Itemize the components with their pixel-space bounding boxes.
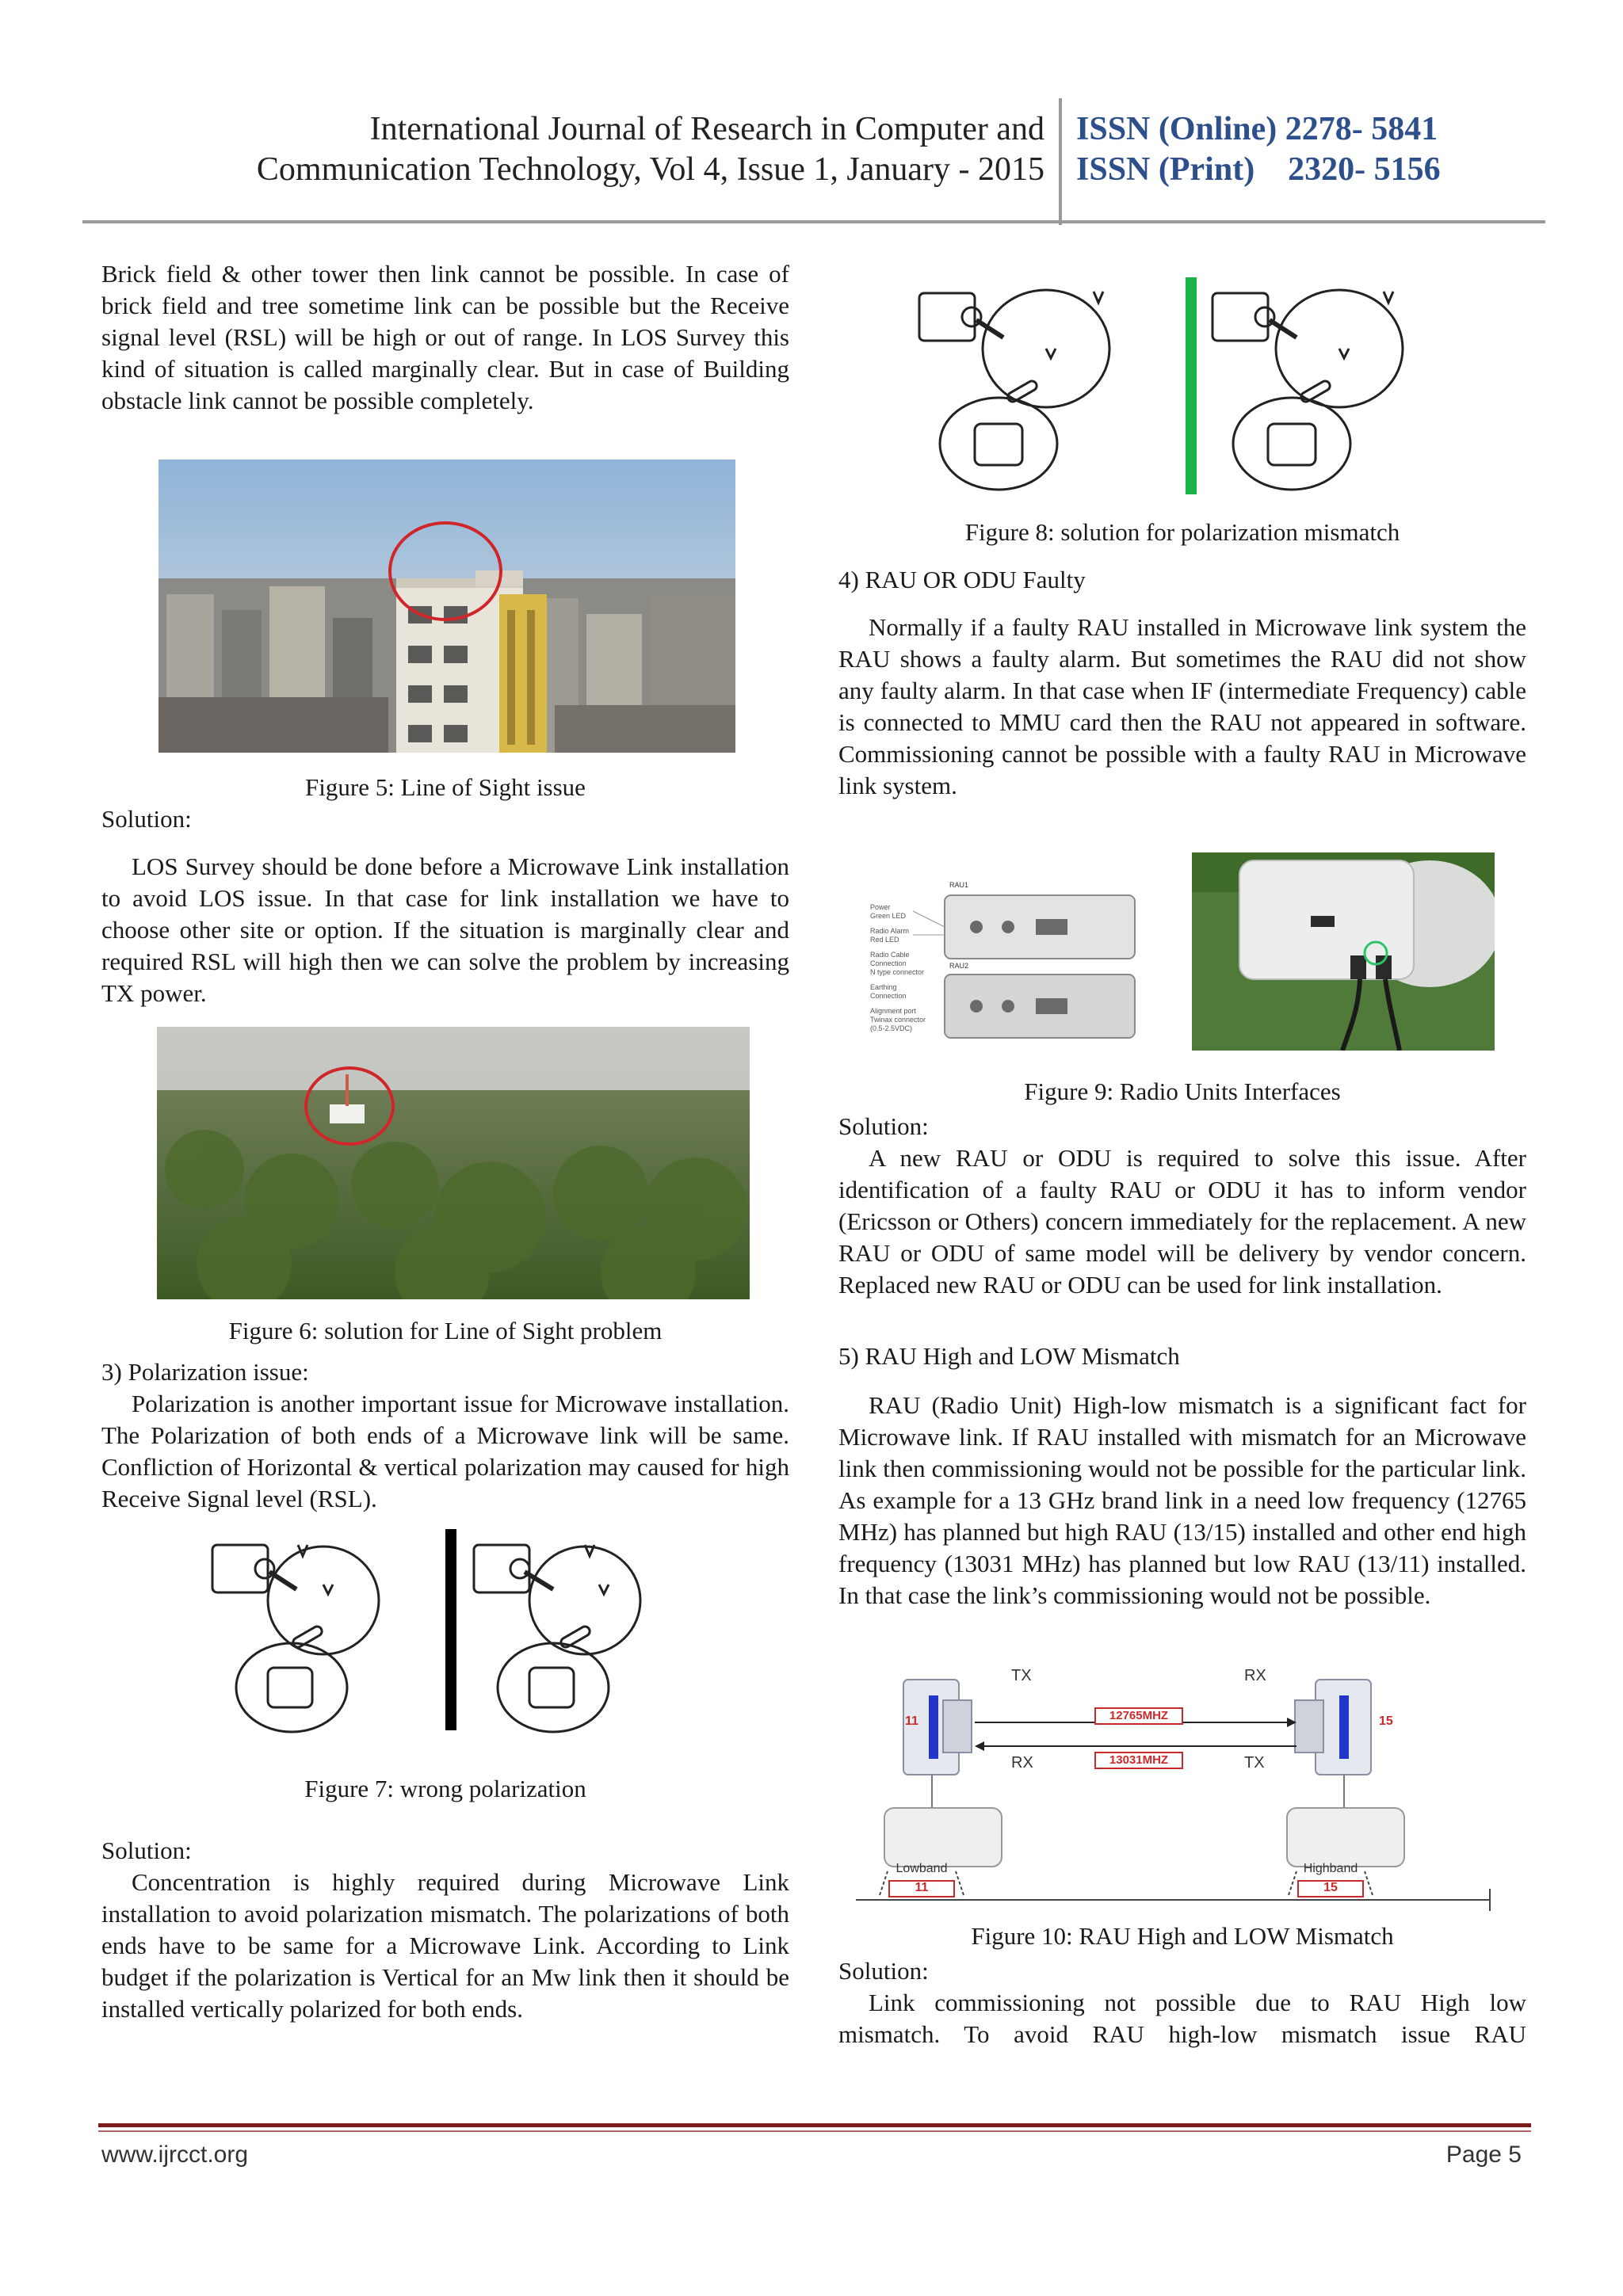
- tx-left-label: TX: [1011, 1667, 1032, 1684]
- freq-13031-label: 13031MHZ: [1109, 1753, 1169, 1767]
- footer-rule-thin: [98, 2130, 1531, 2132]
- legend-alarm-led: Red LED: [870, 936, 899, 944]
- header-rule: [82, 220, 1545, 223]
- solution-label: Solution:: [838, 1112, 929, 1140]
- legend-power-led: Green LED: [870, 912, 907, 920]
- right-unit-label: 15: [1379, 1714, 1393, 1728]
- journal-title: [103, 109, 1044, 190]
- paragraph-text: LOS Survey should be done before a Microwave Link installation to avoid LOS issue. In that case for link installation we have to choose other site or option. If the situation is marginally clear and required RSL will high then we can solve the problem by increasing TX power.: [101, 852, 789, 1007]
- legend-align2: Twinax connector: [870, 1016, 926, 1024]
- legend-align3: (0.5-2.5VDC): [870, 1024, 913, 1032]
- journal-title-line2: Communication Technology, Vol 4, Issue 1, January - 2015: [256, 151, 1044, 188]
- paragraph-text: Link commissioning not possible due to RAU High low mismatch. To avoid RAU high-low mismatch issue RAU: [838, 1989, 1526, 2048]
- figure8-drawing: [911, 277, 1474, 499]
- figure9-photo: [1192, 852, 1495, 1051]
- issn-block: [1076, 109, 1583, 190]
- section-4-heading: 4) RAU OR ODU Faulty: [838, 566, 1086, 593]
- highband-label: Highband: [1303, 1862, 1358, 1875]
- header-divider: [1059, 98, 1062, 225]
- solution-label: Solution:: [101, 1836, 192, 1864]
- figure7-caption: Figure 7: wrong polarization: [304, 1775, 586, 1802]
- figure6-photo: [157, 1027, 750, 1299]
- figure9-caption: Figure 9: Radio Units Interfaces: [1024, 1077, 1341, 1105]
- fig9-legend: [870, 903, 926, 1033]
- figure8-caption: Figure 8: solution for polarization mismatch: [964, 518, 1400, 546]
- rau2-label: RAU2: [949, 962, 969, 970]
- paragraph-text: Brick field & other tower then link cannot be possible. In case of brick field and tree sometime link can be possible but the Receive signal level (RSL) will be high or out of range. In LOS Survey this kind of situation is called marginally clear. But in case of Building obstacle link cannot be possible completely.: [101, 260, 789, 414]
- legend-earth: Earthing: [870, 983, 897, 991]
- freq-12765-label: 12765MHZ: [1109, 1709, 1169, 1722]
- lowband-number: 11: [915, 1881, 929, 1894]
- rx-left-label: RX: [1011, 1754, 1033, 1772]
- issn-print: ISSN (Print) 2320- 5156: [1076, 151, 1441, 188]
- paragraph-text: RAU (Radio Unit) High-low mismatch is a significant fact for Microwave link. If RAU installed with mismatch for an Microwave link then commissioning would not be possible for the particular link. As example for a 13 GHz brand link in a need low frequency (12765 MHz) has planned but high RAU (13/15) installed and other end high frequency (13031 MHz) has planned but low RAU (13/11) installed. In that case the link’s commissioning would not be possible.: [838, 1391, 1526, 1609]
- lowband-label: Lowband: [896, 1862, 948, 1875]
- legend-cable: Radio Cable: [870, 951, 910, 959]
- page-number: Page 5: [1445, 2142, 1522, 2168]
- paragraph-text: Polarization is another important issue for Microwave installation. The Polarization of both ends of a Microwave link will be same. Confliction of Horizontal & vertical polarization may caused for high Receive Signal level (RSL).: [101, 1390, 789, 1512]
- legend-cable2: Connection: [870, 959, 907, 967]
- rau1-label: RAU1: [949, 881, 969, 889]
- paragraph-brick-field: [101, 258, 789, 417]
- red-circle-annotation: [304, 1066, 395, 1146]
- paragraph-concentration: [101, 1867, 789, 2025]
- figure10-caption: Figure 10: RAU High and LOW Mismatch: [971, 1922, 1394, 1950]
- highband-number: 15: [1323, 1881, 1338, 1894]
- red-circle-annotation: [388, 521, 502, 621]
- paragraph-los-survey: [101, 851, 789, 1009]
- forest-image: [157, 1027, 750, 1299]
- rx-right-label: RX: [1244, 1667, 1266, 1684]
- legend-alarm: Radio Alarm: [870, 927, 910, 935]
- figure6-caption: Figure 6: solution for Line of Sight problem: [228, 1317, 663, 1344]
- paragraph-new-rau: [838, 1142, 1526, 1301]
- paragraph-text: Normally if a faulty RAU installed in Microwave link system the RAU shows a faulty alarm. But sometimes the RAU did not show any faulty alarm. In that case when IF (intermediate Frequency) cable is connected to MMU card then the RAU not appeared in software. Commissioning cannot be possible with a faulty RAU in Microwave link system.: [838, 613, 1526, 799]
- issn-online: ISSN (Online) 2278- 5841: [1076, 111, 1438, 147]
- legend-cable3: N type connector: [870, 968, 925, 976]
- solution-label: Solution:: [838, 1957, 929, 1985]
- legend-earth2: Connection: [870, 992, 907, 1000]
- paragraph-polarization: [101, 1388, 789, 1515]
- paragraph-link-commissioning: [838, 1987, 1526, 2050]
- journal-title-line1: International Journal of Research in Computer and: [369, 111, 1044, 147]
- section-3-heading: 3) Polarization issue:: [101, 1358, 309, 1386]
- footer-rule: [98, 2123, 1531, 2127]
- solution-label: Solution:: [101, 805, 192, 833]
- polarization-solution-drawing: [911, 277, 1474, 499]
- rau-installed-photo: [1192, 852, 1495, 1051]
- figure9-interfaces-diagram: [857, 879, 1143, 1054]
- figure5-caption: Figure 5: Line of Sight issue: [305, 773, 586, 801]
- legend-align: Alignment port: [870, 1007, 917, 1015]
- left-unit-label: 11: [905, 1714, 918, 1728]
- figure7-drawing: [204, 1529, 712, 1735]
- section-5-heading: 5) RAU High and LOW Mismatch: [838, 1342, 1180, 1370]
- figure5-photo: [158, 460, 735, 753]
- polarization-drawing: [204, 1529, 712, 1735]
- legend-power: Power: [870, 903, 891, 911]
- footer-url[interactable]: www.ijrcct.org: [101, 2142, 249, 2168]
- rau-mismatch-drawing: [856, 1664, 1506, 1917]
- figure10-diagram: [856, 1664, 1506, 1917]
- paragraph-rau-faulty: [838, 612, 1526, 802]
- paragraph-text: A new RAU or ODU is required to solve this issue. After identification of a faulty RAU or ODU it has to inform vendor (Ericsson or Others) concern immediately for the replacement. A new RAU or ODU of same model will be delivery by vendor concern. Replaced new RAU or ODU can be used for link installation.: [838, 1144, 1526, 1299]
- paragraph-text: Concentration is highly required during Microwave Link installation to avoid polarization mismatch. The polarizations of both ends have to be same for a Microwave Link. According to Link budget if the polarization is Vertical for an Mw link then it should be installed vertically polarized for both ends.: [101, 1868, 789, 2023]
- tx-right-label: TX: [1244, 1754, 1265, 1772]
- paragraph-rau-mismatch: [838, 1390, 1526, 1611]
